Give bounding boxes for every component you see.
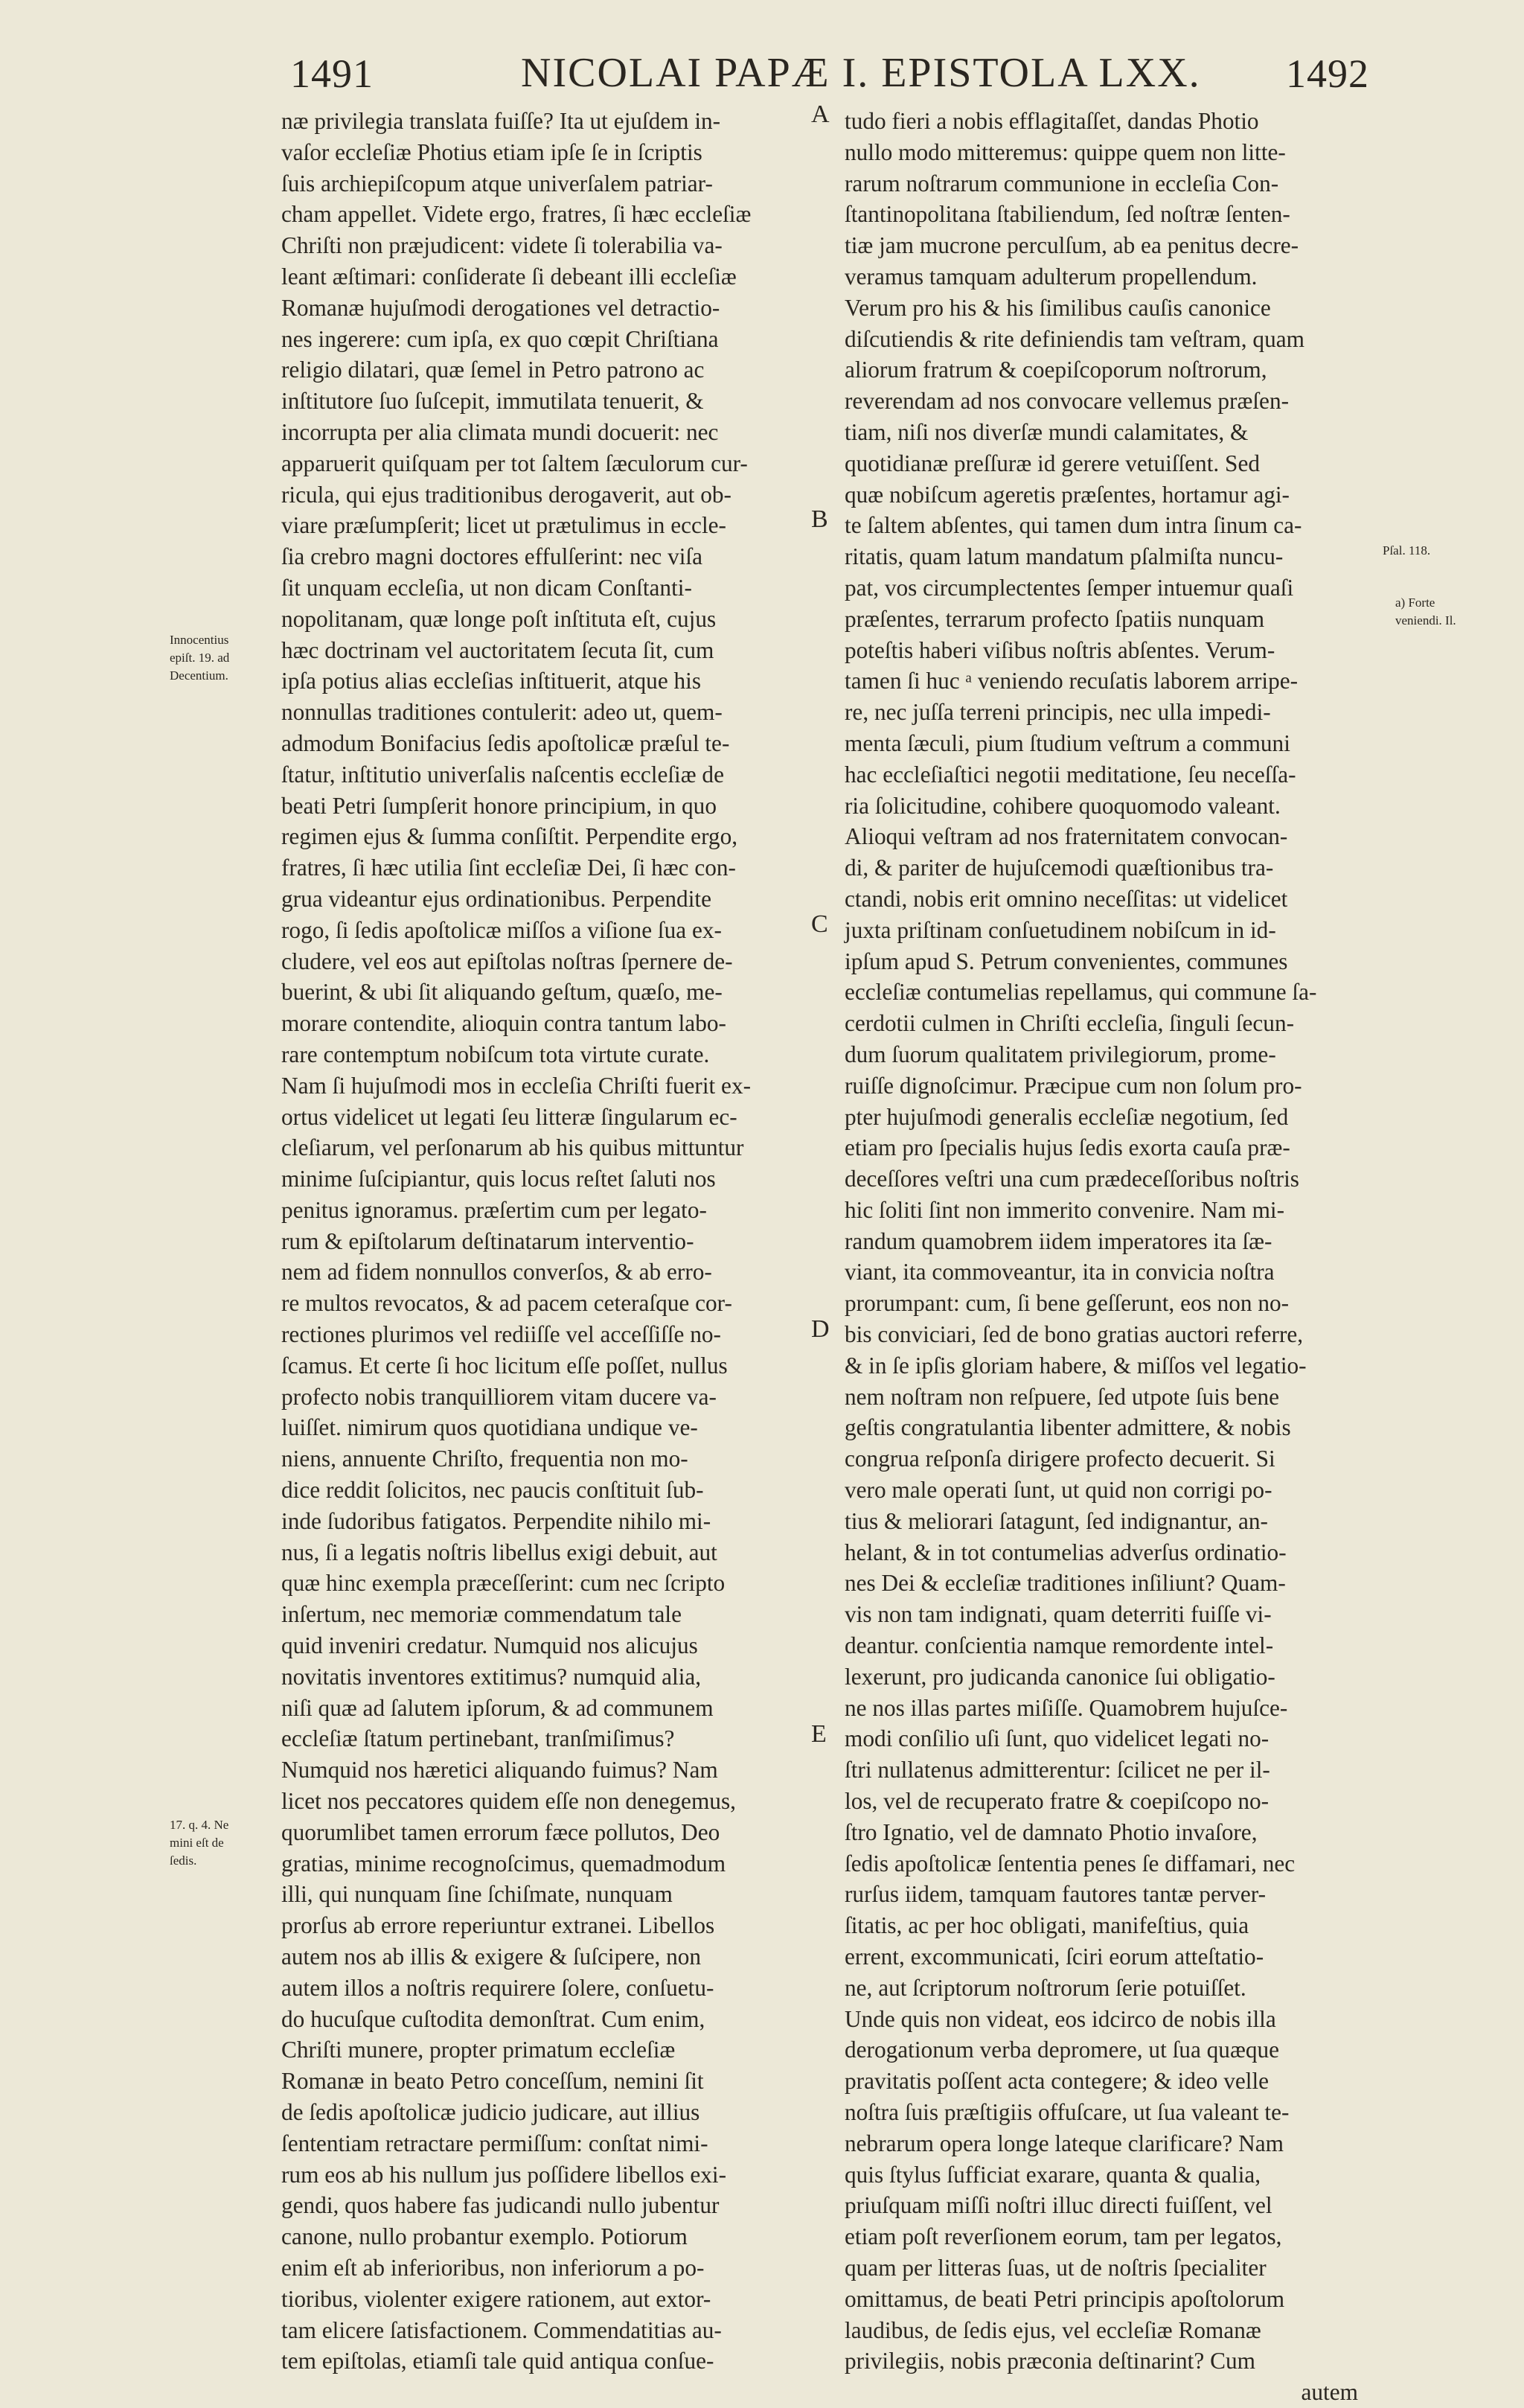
text-line: ſtri nullatenus admitterentur: ſcilicet ne per il-	[845, 1757, 1270, 1783]
text-line: de ſedis apoſtolicæ judicio judicare, aut illius	[281, 2099, 700, 2125]
text-line: penitus ignoramus. præſertim cum per legato-	[281, 1196, 707, 1223]
text-line: rarum noſtrarum communione in eccleſia Con-	[845, 170, 1279, 197]
margin-note-line: mini eſt de	[170, 1836, 224, 1850]
text-line: tiæ jam mucrone perculſum, ab ea penitus decre-	[845, 232, 1299, 259]
text-line: tem epiſtolas, etiamſi tale quid antiqua conſue-	[281, 2348, 714, 2375]
text-line: ctandi, nobis erit omnino neceſſitas: ut videlicet	[845, 885, 1288, 912]
text-line: veramus tamquam adulterum propellendum.	[845, 263, 1258, 290]
margin-note-line: a) Forte	[1395, 595, 1435, 610]
text-line: regimen ejus & ſumma conſiſtit. Perpendite ergo,	[281, 823, 738, 850]
text-line: tamen ſi huc ᵃ veniendo recuſatis laborem arripe-	[845, 668, 1299, 694]
text-line: deceſſores veſtri una cum prædeceſſoribus noſtris	[845, 1166, 1299, 1192]
right-page-number: 1492	[1286, 51, 1369, 96]
text-line: te ſaltem abſentes, qui tamen dum intra ſinum ca-	[845, 512, 1302, 539]
text-line: nullo modo mitteremus: quippe quem non litte-	[845, 138, 1286, 165]
text-line: vis non tam indignati, quam deterriti fuiſſe vi-	[845, 1601, 1272, 1628]
text-line: gratias, minime recognoſcimus, quemadmodum	[281, 1850, 726, 1877]
text-line: cham appellet. Videte ergo, fratres, ſi hæc eccleſiæ	[281, 201, 752, 228]
text-line: deantur. conſcientia namque remordente intel-	[845, 1632, 1274, 1659]
text-line: quæ hinc exempla præceſſerint: cum nec ſcripto	[281, 1570, 726, 1597]
text-line: rum & epiſtolarum deſtinatarum interventio-	[281, 1227, 694, 1254]
text-line: dice reddit ſolicitos, nec paucis conſtituit ſub-	[281, 1477, 704, 1504]
text-line: aliorum fratrum & coepiſcoporum noſtrorum,	[845, 357, 1267, 383]
text-line: quam per litteras ſuas, ut de noſtris ſpecialiter	[845, 2254, 1267, 2281]
text-line: cleſiarum, vel perſonarum ab his quibus mittuntur	[281, 1134, 744, 1161]
text-line: nebrarum opera longe lateque clarificare? Nam	[845, 2130, 1284, 2156]
text-line: errent, excommunicati, ſciri eorum atteſtatio-	[845, 1944, 1264, 1970]
text-line: illi, qui nunquam ſine ſchiſmate, nunquam	[281, 1881, 673, 1908]
text-line: cludere, vel eos aut epiſtolas noſtras ſpernere de-	[281, 948, 733, 974]
text-line: pter hujuſmodi generalis eccleſiæ negotium, ſed	[845, 1103, 1289, 1130]
text-line: hac eccleſiaſtici negotii meditatione, ſeu neceſſa-	[845, 761, 1296, 788]
text-line: Romanæ hujuſmodi derogationes vel detractio-	[281, 294, 720, 321]
text-line: ricula, qui ejus traditionibus derogaverit, aut ob-	[281, 481, 731, 508]
text-line: ſtro Ignatio, vel de damnato Photio invaſore,	[845, 1818, 1258, 1845]
text-line: modi conſilio uſi ſunt, quo videlicet legati no-	[845, 1725, 1270, 1752]
text-line: prorſus ab errore reperiuntur extranei. Libellos	[281, 1912, 715, 1939]
text-line: cerdotii culmen in Chriſti eccleſia, ſinguli ſecun-	[845, 1010, 1295, 1037]
text-line: ſitatis, ac per hoc obligati, manifeſtius, quia	[845, 1912, 1249, 1939]
left-text-column	[281, 106, 751, 2377]
text-line: ortus videlicet ut legati ſeu litteræ ſingularum ec-	[281, 1103, 737, 1130]
text-line: nem noſtram non reſpuere, ſed utpote ſuis bene	[845, 1383, 1280, 1410]
margin-note-line: Innocentius	[170, 633, 229, 647]
running-title: NICOLAI PAPÆ I. EPISTOLA LXX.	[521, 50, 1201, 96]
text-line: nem ad fidem nonnullos converſos, & ab erro-	[281, 1259, 712, 1286]
text-line: nes ingerere: cum ipſa, ex quo cœpit Chriſtiana	[281, 325, 719, 352]
text-line: tiam, niſi nos diverſæ mundi calamitates, &	[845, 418, 1249, 445]
section-letter-e: E	[811, 1720, 827, 1748]
text-line: di, & pariter de hujuſcemodi quæſtionibus tra-	[845, 855, 1274, 881]
text-line: privilegiis, nobis præconia deſtinarint? Cum	[845, 2348, 1255, 2375]
text-line: priuſquam miſſi noſtri illuc directi fuiſſent, vel	[845, 2192, 1272, 2219]
text-line: helant, & in tot contumelias adverſus ordinatio-	[845, 1539, 1287, 1565]
text-line: ſit unquam eccleſia, ut non dicam Conſtanti-	[281, 574, 692, 601]
margin-note-forte	[1395, 594, 1456, 630]
text-line: Unde quis non videat, eos idcirco de nobis illa	[845, 2005, 1276, 2032]
text-line: rare contemptum nobiſcum tota virtute curate.	[281, 1041, 710, 1067]
running-header	[0, 45, 1524, 104]
text-line: ſuis archiepiſcopum atque univerſalem patriar-	[281, 170, 713, 197]
text-line: gendi, quos habere fas judicandi nullo jubentur	[281, 2192, 720, 2219]
text-line: morare contendite, alioquin contra tantum labo-	[281, 1010, 726, 1037]
text-line: tioribus, violenter exigere rationem, aut extor-	[281, 2285, 711, 2312]
text-line: derogationum verba depromere, ut ſua quæque	[845, 2037, 1280, 2063]
text-line: lexerunt, pro judicanda canonice ſui obligatio-	[845, 1663, 1275, 1690]
text-line: rectiones plurimos vel rediiſſe vel acceſſiſſe no-	[281, 1321, 721, 1348]
section-letter-d: D	[811, 1315, 830, 1343]
text-line: ipſum apud S. Petrum convenientes, communes	[845, 948, 1288, 974]
text-line: re, nec juſſa terreni principis, nec ulla impedi-	[845, 699, 1271, 726]
text-line: pravitatis poſſent acta contegere; & ideo velle	[845, 2068, 1270, 2095]
text-line: Alioqui veſtram ad nos fraternitatem convocan-	[845, 823, 1288, 850]
text-line: religio dilatari, quæ ſemel in Petro patrono ac	[281, 357, 705, 383]
text-line: næ privilegia translata fuiſſe? Ita ut ejuſdem in-	[281, 108, 721, 134]
section-letter-a: A	[811, 100, 830, 128]
text-line: Verum pro his & his ſimilibus cauſis canonice	[845, 294, 1271, 321]
text-line: dum ſuorum qualitatem privilegiorum, prome-	[845, 1041, 1276, 1067]
text-line: inde ſudoribus fatigatos. Perpendite nihilo mi-	[281, 1507, 711, 1534]
text-line: quotidianæ preſſuræ id gerere vetuiſſent. Sed	[845, 450, 1260, 476]
text-line: juxta priſtinam conſuetudinem nobiſcum in id-	[845, 916, 1276, 943]
text-line: minime ſuſcipiantur, quis locus reſtet ſaluti nos	[281, 1166, 716, 1192]
margin-note-canon	[170, 1816, 228, 1870]
text-line: admodum Bonifacius ſedis apoſtolicæ præſul te-	[281, 729, 730, 756]
text-line: quæ nobiſcum ageretis præſentes, hortamur agi-	[845, 481, 1290, 508]
text-line: ritatis, quam latum mandatum pſalmiſta nuncu-	[845, 543, 1284, 570]
left-page-number: 1491	[290, 51, 374, 96]
text-line: ne nos illas partes miſiſſe. Quamobrem hujuſce-	[845, 1694, 1288, 1721]
margin-note-line: Decentium.	[170, 668, 228, 683]
text-line: etiam pro ſpecialis hujus ſedis exorta cauſa præ-	[845, 1134, 1290, 1161]
text-line: tam elicere ſatisfactionem. Commendatitias au-	[281, 2316, 722, 2343]
text-line: Chriſti munere, propter primatum eccleſiæ	[281, 2037, 676, 2063]
text-line: Nam ſi hujuſmodi mos in eccleſia Chriſti fuerit ex-	[281, 1072, 752, 1099]
text-line: quis ſtylus ſufficiat exarare, quanta & qualia,	[845, 2161, 1261, 2188]
text-line: ria ſolicitudine, cohibere quoquomodo valeant.	[845, 792, 1281, 819]
section-letter-c: C	[811, 910, 828, 938]
text-line: menta ſæculi, pium ſtudium veſtrum a communi	[845, 729, 1290, 756]
text-line: beati Petri ſumpſerit honore principium, in quo	[281, 792, 717, 819]
text-line: laudibus, de ſedis ejus, vel eccleſiæ Romanæ	[845, 2316, 1261, 2343]
text-line: ipſa potius alias eccleſias inſtituerit, atque his	[281, 668, 702, 694]
text-line: tius & meliorari ſatagunt, ſed indignantur, an-	[845, 1507, 1268, 1534]
text-line: nopolitanam, quæ longe poſt inſtituta eſt, cujus	[281, 605, 717, 632]
text-line: autem nos ab illis & exigere & ſuſcipere, non	[281, 1944, 702, 1970]
text-line: luiſſet. nimirum quos quotidiana undique ve-	[281, 1414, 698, 1441]
right-text-column	[845, 106, 1358, 2408]
text-line: leant æſtimari: conſiderate ſi debeant illi eccleſiæ	[281, 263, 737, 290]
text-line: tudo fieri a nobis efflagitaſſet, dandas Photio	[845, 108, 1259, 134]
text-line: ſia crebro magni doctores effulſerint: nec viſa	[281, 543, 703, 570]
text-line: etiam poſt reverſionem eorum, tam per legatos,	[845, 2223, 1282, 2250]
text-line: nus, ſi a legatis noſtris libellus exigi debuit, aut	[281, 1539, 717, 1565]
text-line: buerint, & ubi ſit aliquando geſtum, quæſo, me-	[281, 979, 723, 1006]
text-line: randum quamobrem iidem imperatores ita ſæ-	[845, 1227, 1272, 1254]
text-line: poteſtis haberi viſibus noſtris abſentes. Verum-	[845, 636, 1275, 663]
text-line: ſedis apoſtolicæ ſententia penes ſe diffamari, nec	[845, 1850, 1296, 1877]
text-line: pat, vos circumplectentes ſemper intuemur quaſi	[845, 574, 1294, 601]
margin-note-line: veniendi. Il.	[1395, 613, 1456, 627]
text-line: inſertum, nec memoriæ commendatum tale	[281, 1601, 682, 1628]
text-line: quid inveniri credatur. Numquid nos alicujus	[281, 1632, 698, 1659]
text-line: nes Dei & eccleſiæ traditiones inſiliunt? Quam-	[845, 1570, 1286, 1597]
section-letter-b: B	[811, 505, 828, 533]
text-line: incorrupta per alia climata mundi docuerit: nec	[281, 418, 719, 445]
text-line: ſtantinopolitana ſtabiliendum, ſed noſtræ ſenten-	[845, 201, 1290, 228]
text-line: autem illos a noſtris requirere ſolere, conſuetu-	[281, 1974, 714, 2001]
margin-note-line: Pſal. 118.	[1383, 543, 1431, 558]
text-line: niſi quæ ad ſalutem ipſorum, & ad communem	[281, 1694, 714, 1721]
text-line: nonnullas traditiones contulerit: adeo ut, quem-	[281, 699, 723, 726]
text-line: apparuerit quiſquam per tot ſaltem ſæculorum cur-	[281, 450, 748, 476]
text-line: canone, nullo probantur exemplo. Potiorum	[281, 2223, 688, 2250]
text-line: ruiſſe dignoſcimur. Præcipue cum non ſolum pro-	[845, 1072, 1302, 1099]
text-line: fratres, ſi hæc utilia ſint eccleſiæ Dei, ſi hæc con-	[281, 855, 736, 881]
text-line: viant, ita commoveantur, ita in convicia noſtra	[845, 1259, 1275, 1286]
text-line: eccleſiæ contumelias repellamus, qui commune ſa-	[845, 979, 1317, 1006]
text-line: Romanæ in beato Petro conceſſum, nemini ſit	[281, 2068, 704, 2095]
text-line: & in ſe ipſis gloriam habere, & miſſos vel legatio-	[845, 1352, 1307, 1379]
text-line: viare præſumpſerit; licet ut prætulimus in eccle-	[281, 512, 726, 539]
margin-note-line: ſedis.	[170, 1853, 197, 1868]
text-line: Chriſti non præjudicent: videte ſi tolerabilia va-	[281, 232, 723, 259]
text-line: geſtis congratulantia libenter admittere, & nobis	[845, 1414, 1291, 1441]
text-line: vero male operati ſunt, ut quid non corrigi po-	[845, 1477, 1272, 1504]
text-line: hæc doctrinam vel auctoritatem ſecuta ſit, cum	[281, 636, 714, 663]
text-line: rogo, ſi ſedis apoſtolicæ miſſos a viſione ſua ex-	[281, 916, 722, 943]
text-line: hic ſoliti ſint non immerito convenire. Nam mi-	[845, 1196, 1285, 1223]
text-line: enim eſt ab inferioribus, non inferiorum a po-	[281, 2254, 705, 2281]
text-line: quorumlibet tamen errorum fæce pollutos, Deo	[281, 1818, 720, 1845]
text-line: licet nos peccatores quidem eſſe non denegemus,	[281, 1788, 736, 1815]
text-line: ſcamus. Et certe ſi hoc licitum eſſe poſſet, nullus	[281, 1352, 728, 1379]
text-line: reverendam ad nos convocare vellemus præſen-	[845, 388, 1290, 415]
text-line: los, vel de recuperato fratre & coepiſcopo no-	[845, 1788, 1270, 1815]
text-line: profecto nobis tranquilliorem vitam ducere va-	[281, 1383, 717, 1410]
margin-note-psalm	[1383, 542, 1430, 560]
text-line: prorumpant: cum, ſi bene geſſerunt, eos non no-	[845, 1290, 1290, 1317]
text-line: Numquid nos hæretici aliquando fuimus? Nam	[281, 1757, 718, 1783]
text-line: præſentes, terrarum profecto ſpatiis nunquam	[845, 605, 1265, 632]
text-line: vaſor eccleſiæ Photius etiam ipſe ſe in ſcriptis	[281, 138, 702, 165]
margin-note-line: 17. q. 4. Ne	[170, 1818, 229, 1832]
text-line: ſententiam retractare permiſſum: conſtat nimi-	[281, 2130, 708, 2156]
text-line: rurſus iidem, tamquam fautores tantæ perver-	[845, 1881, 1267, 1908]
text-line: omittamus, de beati Petri principis apoſtolorum	[845, 2285, 1285, 2312]
text-line: novitatis inventores extitimus? numquid alia,	[281, 1663, 702, 1690]
text-line: rum eos ab his nullum jus poſſidere libellos exi-	[281, 2161, 727, 2188]
text-line: diſcutiendis & rite definiendis tam veſtram, quam	[845, 325, 1304, 352]
text-line: grua videantur ejus ordinationibus. Perpendite	[281, 885, 711, 912]
text-line: do hucuſque cuſtodita demonſtrat. Cum enim,	[281, 2005, 705, 2032]
text-line: ſtatur, inſtitutio univerſalis naſcentis eccleſiæ de	[281, 761, 724, 788]
margin-note-innocentius	[170, 631, 229, 685]
text-line: ne, aut ſcriptorum noſtrorum ſerie potuiſſet.	[845, 1974, 1246, 2001]
text-line: congrua reſponſa dirigere profecto decuerit. Si	[845, 1446, 1275, 1472]
text-line: autem	[1301, 2379, 1358, 2406]
text-line: noſtra ſuis præſtigiis offuſcare, ut ſua valeant te-	[845, 2099, 1290, 2125]
text-line: re multos revocatos, & ad pacem ceteraſque cor-	[281, 1290, 732, 1317]
text-line: eccleſiæ ſtatum pertinebant, tranſmiſimus?	[281, 1725, 675, 1752]
margin-note-line: epiſt. 19. ad	[170, 651, 230, 665]
text-line: bis conviciari, ſed de bono gratias auctori referre,	[845, 1321, 1304, 1348]
text-line: niens, annuente Chriſto, frequentia non mo-	[281, 1446, 688, 1472]
text-line: inſtitutore ſuo ſuſcepit, immutilata tenuerit, &	[281, 388, 704, 415]
